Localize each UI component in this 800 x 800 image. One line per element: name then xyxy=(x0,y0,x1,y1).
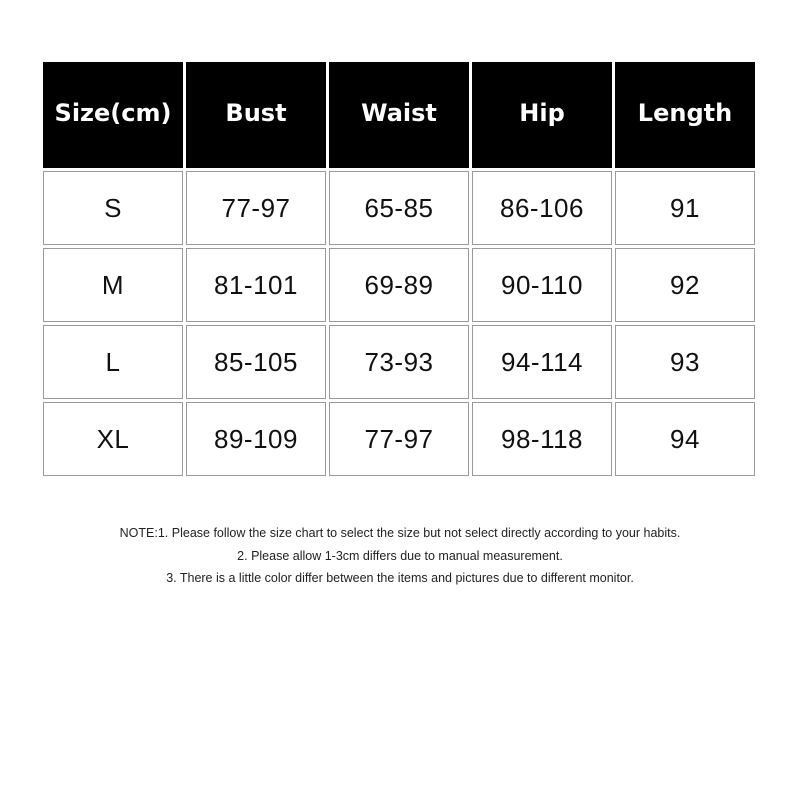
note-line-1: NOTE:1. Please follow the size chart to select the size but not select directly according to your habits. xyxy=(119,526,681,540)
header-waist: Waist xyxy=(329,62,469,168)
cell-bust: 89-109 xyxy=(186,402,326,476)
header-bust: Bust xyxy=(186,62,326,168)
cell-waist: 65-85 xyxy=(329,171,469,245)
cell-bust: 85-105 xyxy=(186,325,326,399)
cell-length: 92 xyxy=(615,248,755,322)
header-size: Size(cm) xyxy=(43,62,183,168)
cell-length: 91 xyxy=(615,171,755,245)
cell-length: 94 xyxy=(615,402,755,476)
cell-waist: 73-93 xyxy=(329,325,469,399)
cell-bust: 81-101 xyxy=(186,248,326,322)
cell-size: M xyxy=(43,248,183,322)
cell-size: S xyxy=(43,171,183,245)
cell-length: 93 xyxy=(615,325,755,399)
header-length: Length xyxy=(615,62,755,168)
cell-hip: 94-114 xyxy=(472,325,612,399)
cell-hip: 86-106 xyxy=(472,171,612,245)
notes-block xyxy=(0,525,800,593)
cell-size: L xyxy=(43,325,183,399)
header-hip: Hip xyxy=(472,62,612,168)
cell-hip: 90-110 xyxy=(472,248,612,322)
cell-waist: 69-89 xyxy=(329,248,469,322)
cell-hip: 98-118 xyxy=(472,402,612,476)
note-line-2: 2. Please allow 1-3cm differs due to manual measurement. xyxy=(237,548,563,563)
cell-size: XL xyxy=(43,402,183,476)
size-chart-table xyxy=(43,62,755,476)
note-line-3: 3. There is a little color differ between the items and pictures due to different monitor. xyxy=(166,571,634,585)
cell-waist: 77-97 xyxy=(329,402,469,476)
cell-bust: 77-97 xyxy=(186,171,326,245)
